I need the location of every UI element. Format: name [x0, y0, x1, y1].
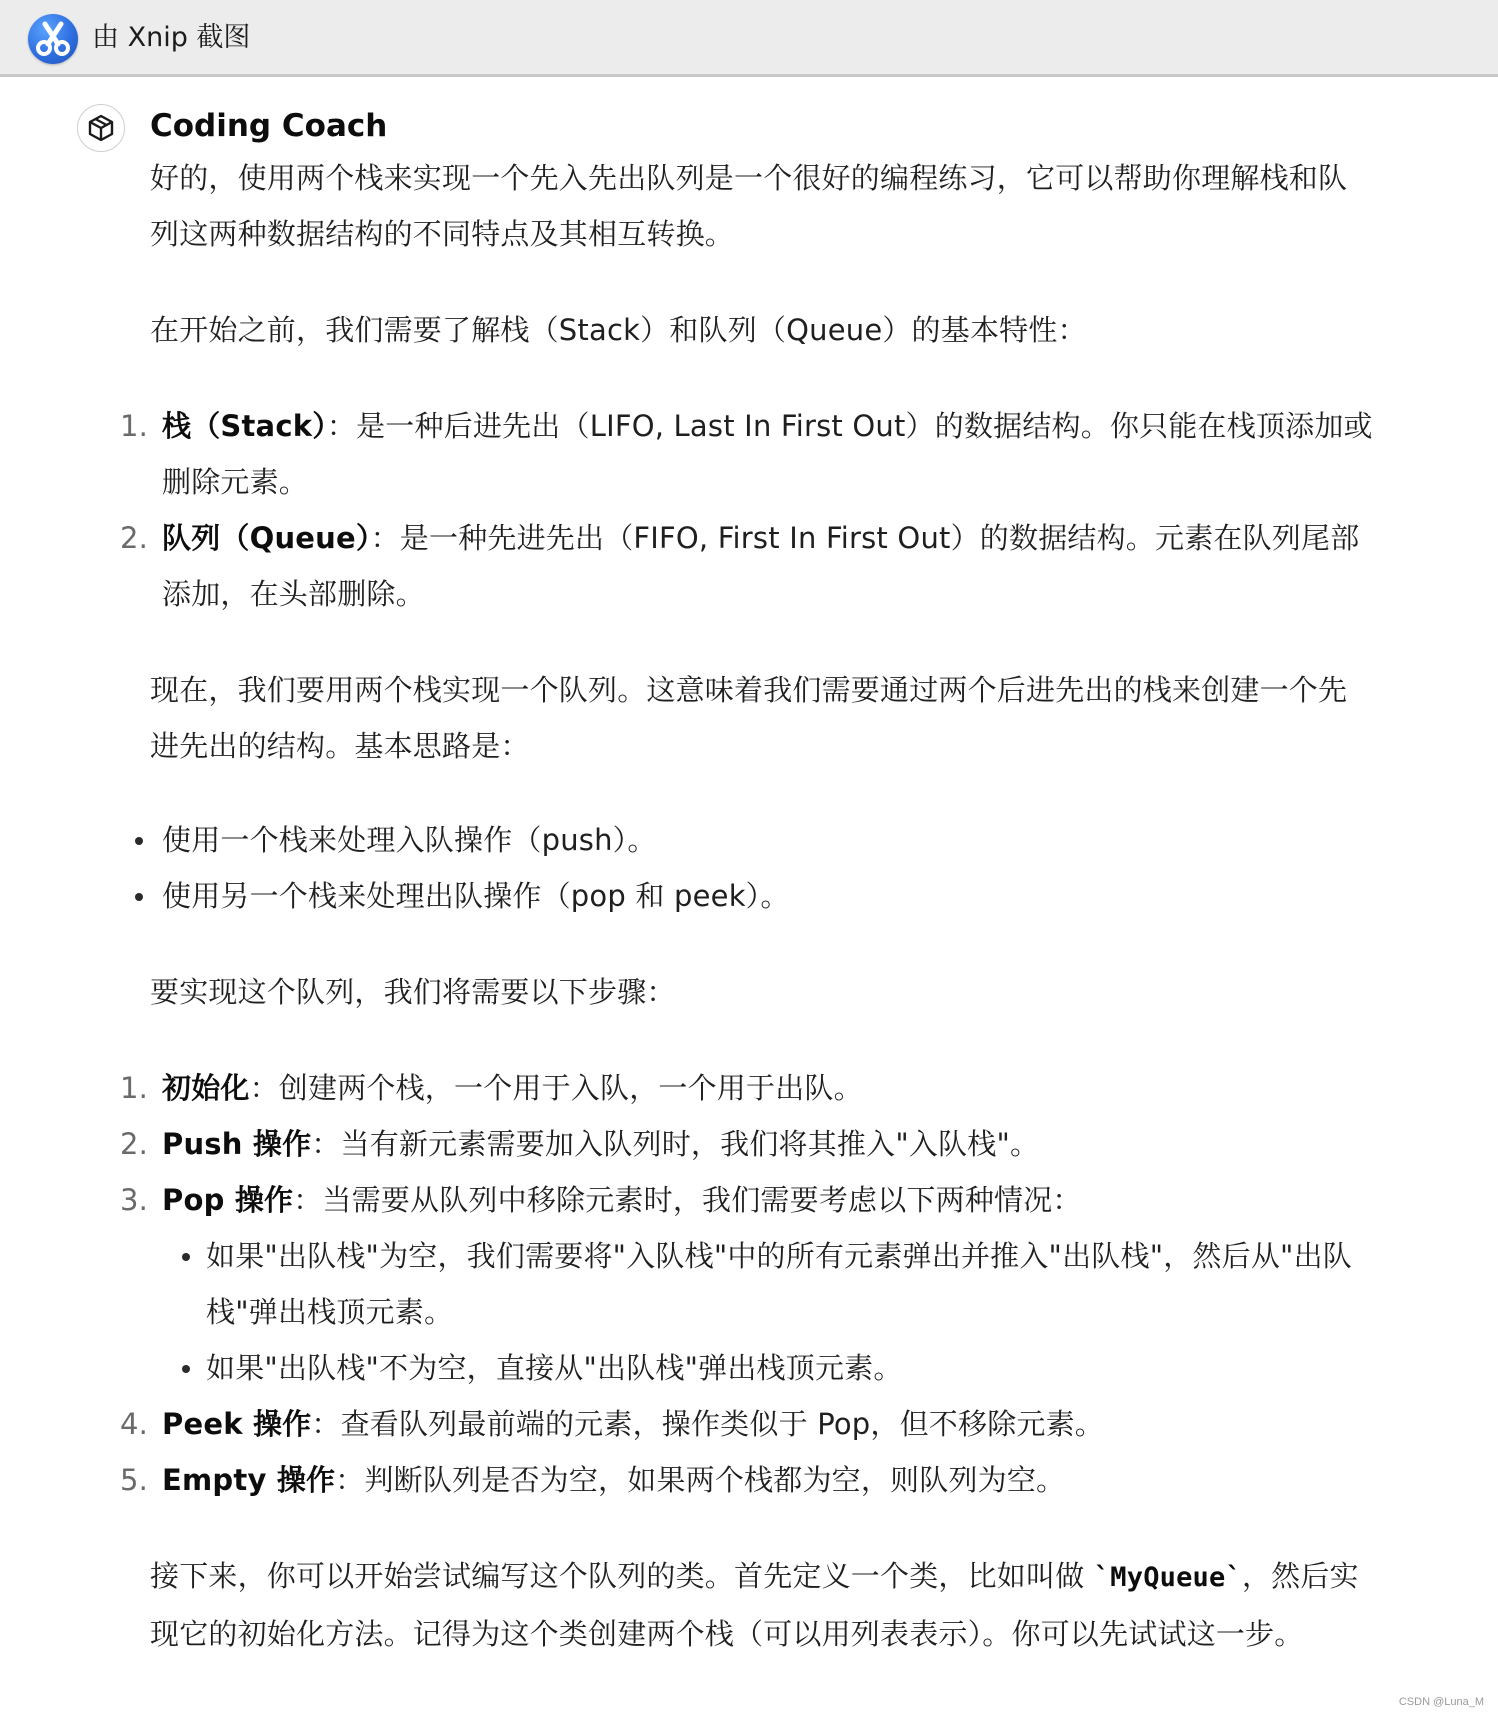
bullet-dot: [135, 893, 143, 901]
properties-list: [120, 398, 1375, 622]
bullet-text: 如果"出队栈"为空，我们需要将"入队栈"中的所有元素弹出并推入"出队栈"，然后从"出队栈"弹出栈顶元素。: [206, 1239, 1352, 1329]
assistant-name: Coding Coach: [150, 108, 388, 144]
closing-paragraph: [150, 1548, 1375, 1662]
bullet-text: 使用一个栈来处理入队操作（push）。: [162, 823, 657, 857]
list-item: [150, 868, 1375, 924]
xnip-logo-icon: [28, 14, 78, 64]
list-item: [206, 1340, 1375, 1396]
list-number: 1.: [120, 409, 149, 443]
list-desc: ：当有新元素需要加入队列时，我们将其推入"入队栈"。: [311, 1127, 1040, 1161]
list-term: 队列（Queue）: [162, 521, 371, 555]
bullet-dot: [182, 1253, 190, 1261]
list-term: Peek 操作: [162, 1407, 312, 1441]
list-number: 2.: [120, 521, 149, 555]
bullet-dot: [135, 837, 143, 845]
csdn-watermark: CSDN @Luna_M: [1398, 1696, 1484, 1708]
pop-cases-list: [162, 1228, 1375, 1396]
cube-icon: [86, 113, 116, 143]
list-term: Pop 操作: [162, 1183, 294, 1217]
bullet-dot: [182, 1365, 190, 1373]
list-number: 2.: [120, 1127, 149, 1161]
list-desc: ：当需要从队列中移除元素时，我们需要考虑以下两种情况：: [293, 1183, 1082, 1217]
intro-paragraph: 好的，使用两个栈来实现一个先入先出队列是一个很好的编程练习，它可以帮助你理解栈和队列这两种数据结构的不同特点及其相互转换。: [150, 161, 1348, 251]
list-item: [120, 1452, 1375, 1508]
list-number: 3.: [120, 1183, 149, 1217]
list-number: 1.: [120, 1071, 149, 1105]
list-item: [120, 1172, 1375, 1396]
list-item: [120, 1060, 1375, 1116]
approach-bullets: [150, 812, 1375, 924]
list-term: Empty 操作: [162, 1463, 336, 1497]
list-desc: ：是一种后进先出（LIFO, Last In First Out）的数据结构。你只能在栈顶添加或删除元素。: [162, 409, 1373, 499]
assistant-message: [120, 150, 1375, 1662]
list-desc: ：是一种先进先出（FIFO, First In First Out）的数据结构。元素在队列尾部添加，在头部删除。: [162, 521, 1360, 611]
list-number: 4.: [120, 1407, 149, 1441]
bullet-text: 如果"出队栈"不为空，直接从"出队栈"弹出栈顶元素。: [206, 1351, 903, 1385]
list-desc: ：创建两个栈，一个用于入队，一个用于出队。: [249, 1071, 863, 1105]
xnip-titlebar: [0, 0, 1498, 77]
list-desc: ：查看队列最前端的元素，操作类似于 Pop，但不移除元素。: [311, 1407, 1104, 1441]
list-item: [120, 1396, 1375, 1452]
list-term: 初始化: [162, 1071, 250, 1105]
list-item: [150, 812, 1375, 868]
list-desc: ：判断队列是否为空，如果两个栈都为空，则队列为空。: [335, 1463, 1066, 1497]
assistant-avatar: [77, 104, 125, 152]
closing-text: ，然后实现它的初始化方法。记得为这个类创建两个栈（可以用列表表示）。你可以先试试这一步。: [150, 1559, 1359, 1651]
bullet-text: 使用另一个栈来处理出队操作（pop 和 peek）。: [162, 879, 790, 913]
list-term: 栈（Stack）: [162, 409, 327, 443]
list-item: [120, 510, 1375, 622]
steps-list: [120, 1060, 1375, 1508]
list-item: [206, 1228, 1375, 1340]
list-item: [120, 1116, 1375, 1172]
list-item: [120, 398, 1375, 510]
closing-text: 接下来，你可以开始尝试编写这个队列的类。首先定义一个类，比如叫做: [150, 1559, 1094, 1593]
idea-paragraph: 现在，我们要用两个栈实现一个队列。这意味着我们需要通过两个后进先出的栈来创建一个先进先出的结构。基本思路是：: [150, 673, 1348, 763]
titlebar-caption: 由 Xnip 截图: [92, 22, 251, 53]
list-number: 5.: [120, 1463, 149, 1497]
inline-code: `MyQueue`: [1093, 1562, 1242, 1593]
list-term: Push 操作: [162, 1127, 312, 1161]
before-paragraph: 在开始之前，我们需要了解栈（Stack）和队列（Queue）的基本特性：: [150, 313, 1087, 347]
steps-intro-paragraph: 要实现这个队列，我们将需要以下步骤：: [150, 975, 676, 1009]
